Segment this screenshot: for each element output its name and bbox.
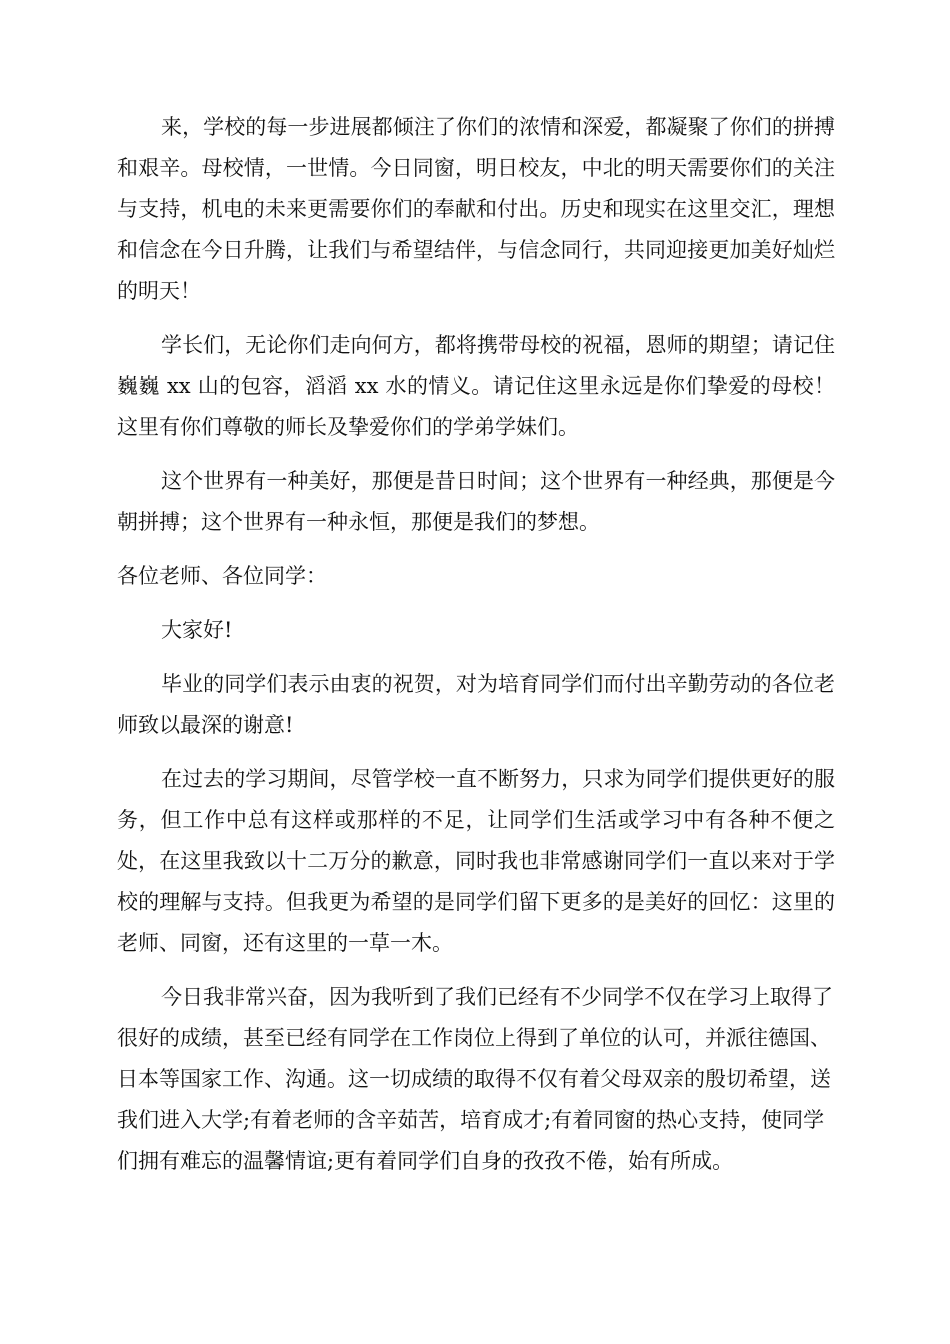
paragraph-closing-wish: 来，学校的每一步进展都倾注了你们的浓情和深爱，都凝聚了你们的拼搏和艰辛。母校情，一世情。今日同窗，明日校友，中北的明天需要你们的关注与支持，机电的未来更需要你们的奉献和付出。历史和现实在这里交汇，理想和信念在今日升腾，让我们与希望结伴，与信念同行，共同迎接更加美好灿烂的明天！ bbox=[117, 115, 835, 303]
salutation: 各位老师、各位同学： bbox=[117, 564, 327, 588]
document-body bbox=[117, 107, 835, 1195]
paragraph-apology-thanks: 在过去的学习期间，尽管学校一直不断努力，只求为同学们提供更好的服务，但工作中总有这样或那样的不足，让同学们生活或学习中有各种不便之处，在这里我致以十二万分的歉意，同时我也非常感谢同学们一直以来对于学校的理解与支持。但我更为希望的是同学们留下更多的是美好的回忆：这里的老师、同窗，还有这里的一草一木。 bbox=[117, 767, 835, 955]
paragraph-congratulations: 毕业的同学们表示由衷的祝贺，对为培育同学们而付出辛勤劳动的各位老师致以最深的谢意! bbox=[117, 672, 835, 737]
paragraph-achievements: 今日我非常兴奋，因为我听到了我们已经有不少同学不仅在学习上取得了很好的成绩，甚至已经有同学在工作岗位上得到了单位的认可，并派往德国、日本等国家工作、沟通。这一切成绩的取得不仅有着父母双亲的殷切希望，送我们进入大学;有着老师的含辛茹苦，培育成才;有着同窗的热心支持，使同学们拥有难忘的温馨情谊;更有着同学们自身的孜孜不倦，始有所成。 bbox=[117, 985, 833, 1173]
paragraph-world-beauty: 这个世界有一种美好，那便是昔日时间；这个世界有一种经典，那便是今朝拼搏；这个世界有一种永恒，那便是我们的梦想。 bbox=[117, 469, 835, 534]
greeting: 大家好! bbox=[161, 618, 233, 642]
paragraph-alumni-message: 学长们，无论你们走向何方，都将携带母校的祝福，恩师的期望；请记住巍巍 xx 山的包容，滔滔 xx 水的情义。请记住这里永远是你们挚爱的母校！这里有你们尊敬的师长及挚爱你们的学弟学妹们。 bbox=[117, 333, 835, 439]
